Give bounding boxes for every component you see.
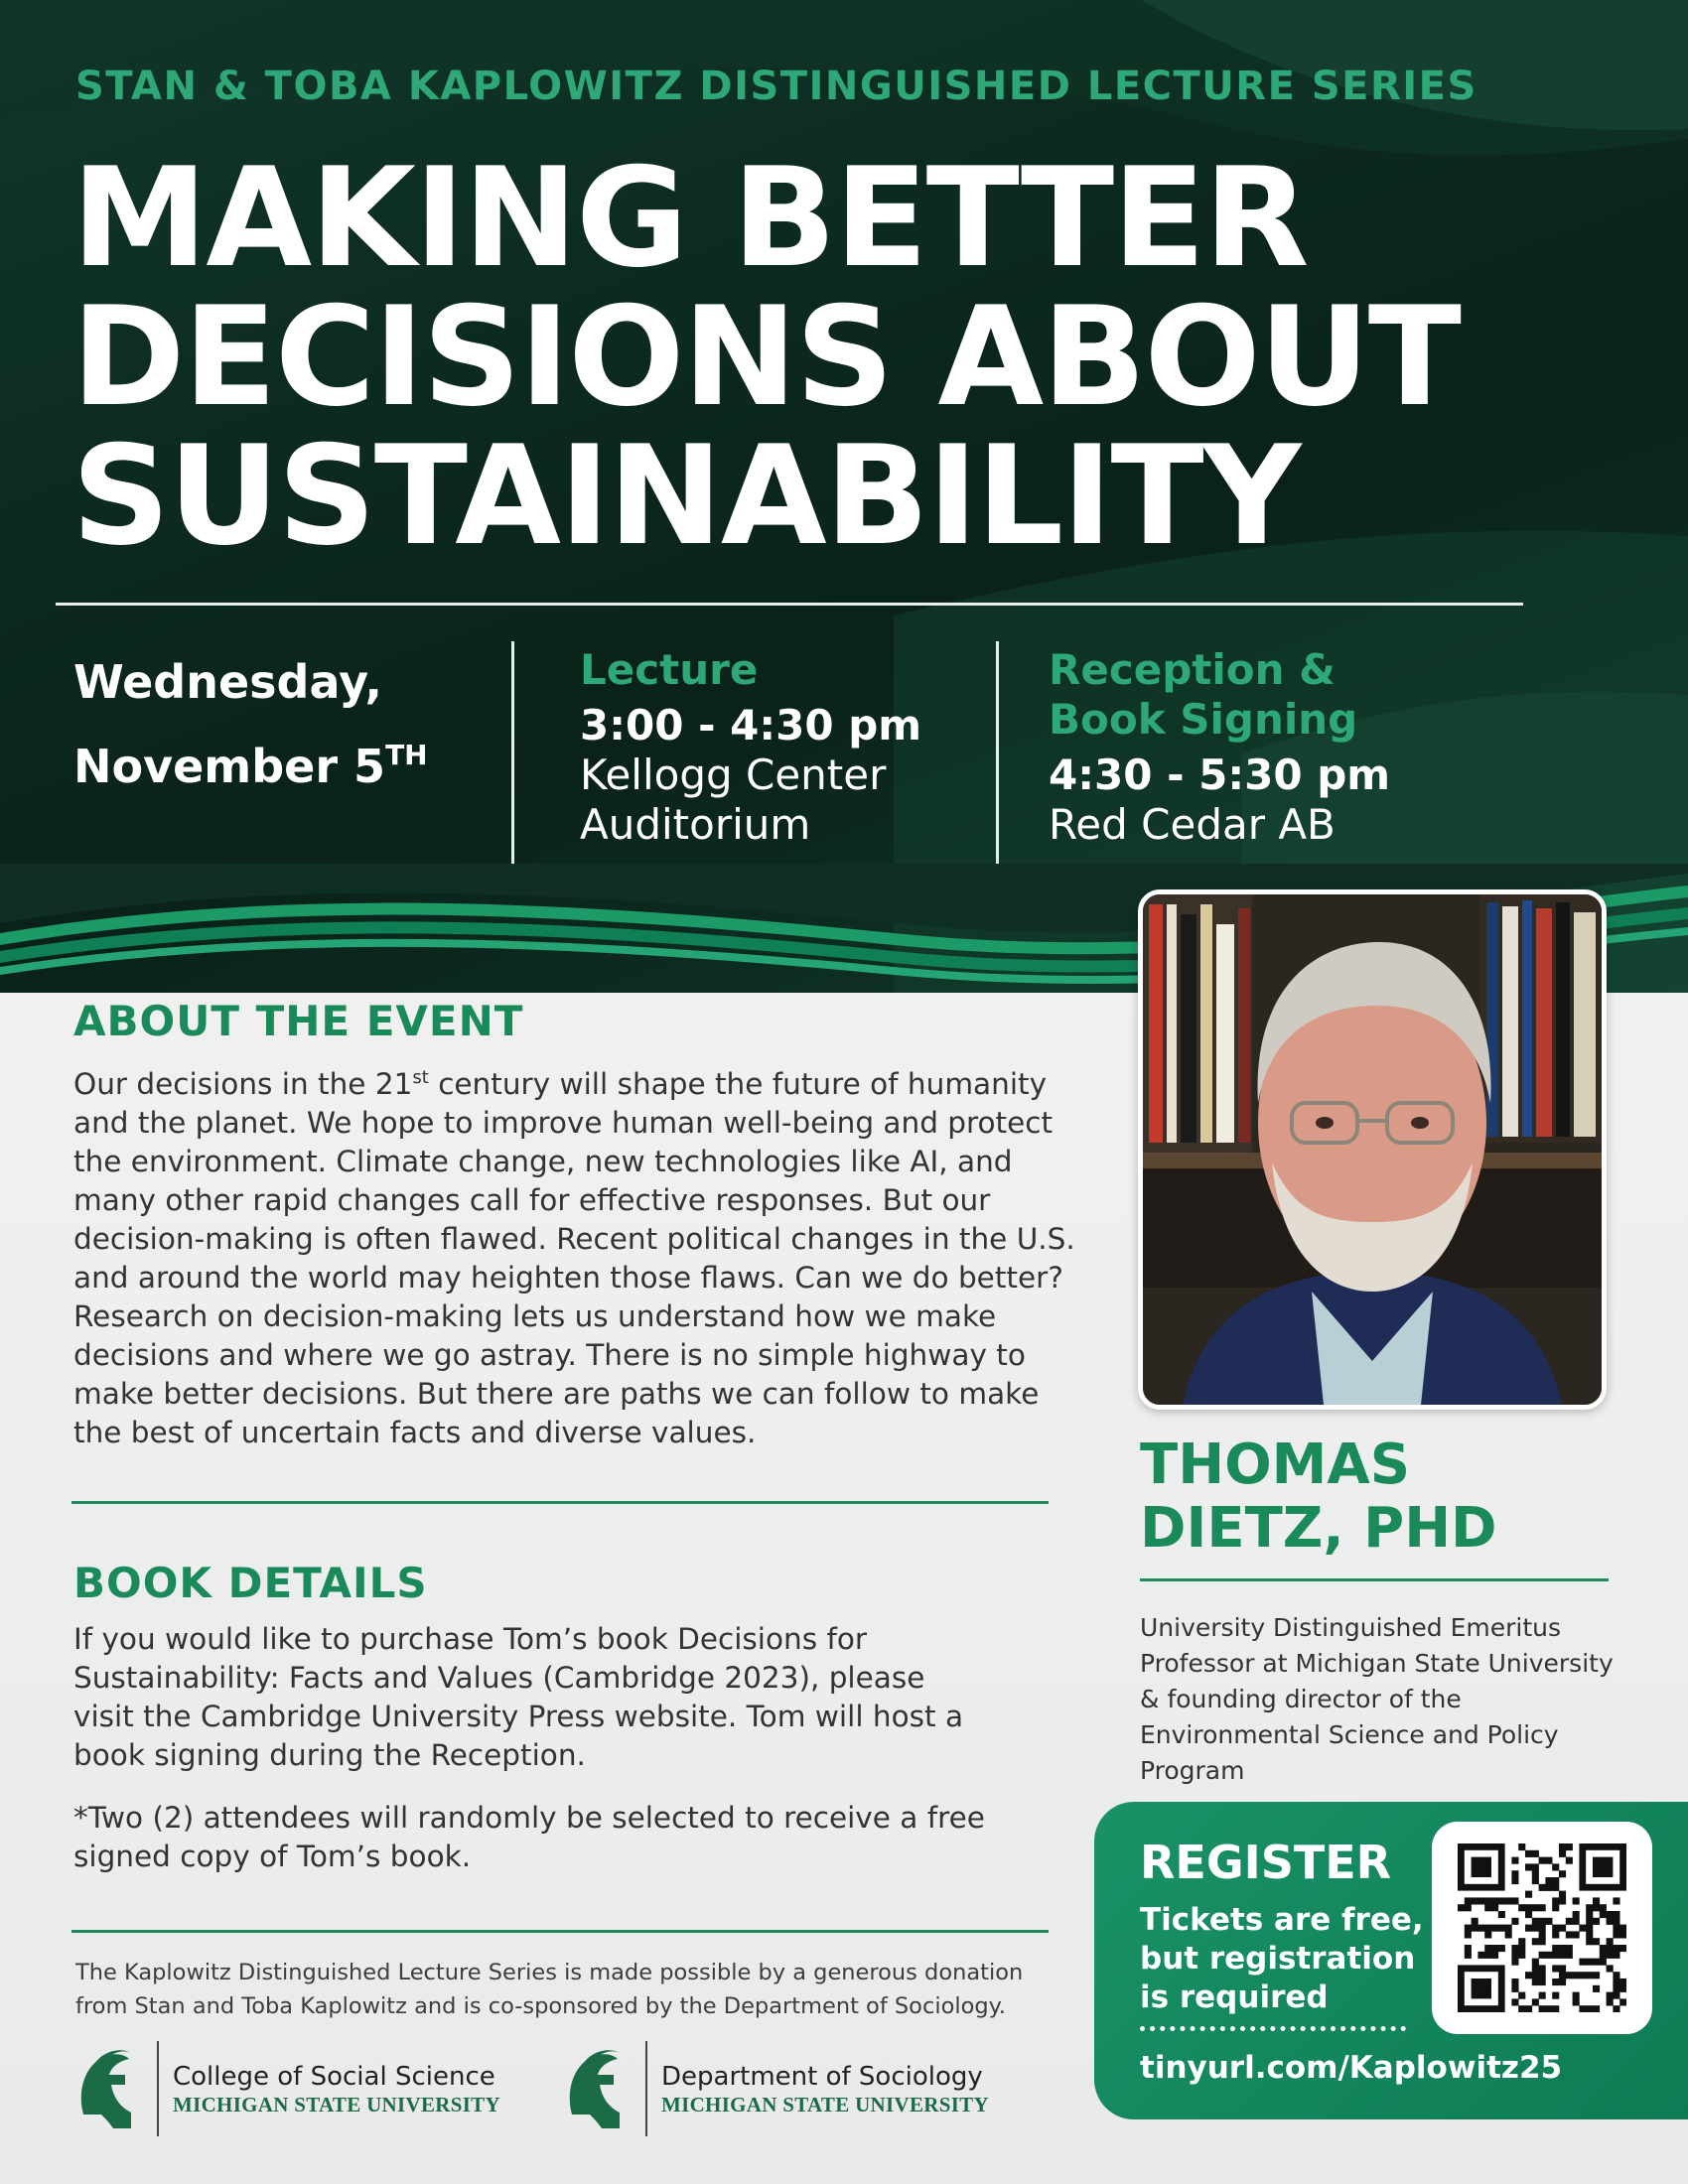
reception-location: Red Cedar AB xyxy=(1049,800,1336,849)
logo-unit-name: College of Social Science xyxy=(173,2061,495,2092)
footer-divider xyxy=(71,1930,1049,1933)
speaker-name-line: THOMAS xyxy=(1140,1433,1411,1497)
event-title-line: MAKING BETTER xyxy=(71,138,1308,298)
logo-text xyxy=(173,2061,500,2117)
sponsor-credit: The Kaplowitz Distinguished Lecture Series is made possible by a generous donation from Stan and Toba Kaplowitz and is co-sponsored by the Department of Sociology. xyxy=(75,1960,1024,2019)
dotted-divider xyxy=(1140,2026,1406,2031)
lecture-series-name: STAN & TOBA KAPLOWITZ DISTINGUISHED LECTURE SERIES xyxy=(75,64,1477,109)
event-title-line: DECISIONS ABOUT xyxy=(71,277,1460,437)
about-text-sup: st xyxy=(412,1067,429,1088)
section-divider xyxy=(71,1501,1049,1504)
speaker-name xyxy=(1140,1433,1497,1561)
date-suffix: TH xyxy=(385,739,428,771)
logo-unit-name: Department of Sociology xyxy=(661,2061,983,2092)
lecture-time: 3:00 - 4:30 pm xyxy=(580,701,922,750)
header-banner xyxy=(0,0,1688,993)
register-panel[interactable] xyxy=(1094,1802,1688,2119)
about-text-rest: century will shape the future of humanity and the planet. We hope to improve human well-being and protect the environment. Climate change, new technologies like AI, and many other rapid changes call for effective responses. But our decision-making is often flawed. Recent political changes in the U.S. and around the world may heighten those flaws. Can we do better? Research on decision-making lets us understand how we make decisions and where we go astray. There is no simple highway to make better decisions. But there are paths we can follow to make the best of uncertain facts and diverse values. xyxy=(73,1066,1075,1449)
qr-code-icon xyxy=(1458,1843,1626,2012)
logo-text xyxy=(661,2061,989,2117)
lecture-heading: Lecture xyxy=(580,645,759,694)
date-weekday: Wednesday, xyxy=(73,655,382,709)
about-text xyxy=(73,1058,1076,1452)
event-title xyxy=(71,138,1620,576)
lecture-location-line2: Auditorium xyxy=(580,800,811,849)
column-divider xyxy=(511,641,514,866)
event-date xyxy=(73,645,428,803)
logo-college-social-science[interactable] xyxy=(73,2041,500,2136)
lecture-location: Kellogg Center xyxy=(580,751,887,799)
speaker-photo xyxy=(1138,889,1607,1410)
reception-time: 4:30 - 5:30 pm xyxy=(1049,751,1391,799)
speaker-portrait-image xyxy=(1143,894,1602,1405)
date-day xyxy=(73,719,428,803)
speaker-divider xyxy=(1140,1578,1609,1581)
about-text-start: Our decisions in the 21 xyxy=(73,1066,413,1101)
logo-university-name: MICHIGAN STATE UNIVERSITY xyxy=(661,2092,989,2116)
speaker-name-line: DIETZ, PHD xyxy=(1140,1496,1497,1561)
spartan-helmet-icon xyxy=(562,2045,624,2132)
logo-university-name: MICHIGAN STATE UNIVERSITY xyxy=(173,2092,500,2116)
reception-info xyxy=(1049,645,1390,850)
register-text: Tickets are free, but registration is required xyxy=(1140,1902,1424,2015)
about-heading: ABOUT THE EVENT xyxy=(73,997,524,1045)
book-heading: BOOK DETAILS xyxy=(73,1559,428,1607)
giveaway-text: *Two (2) attendees will randomly be selected to receive a free signed copy of Tom’s book. xyxy=(73,1801,985,1873)
header-divider xyxy=(56,603,1523,606)
reception-heading: Reception & xyxy=(1049,645,1336,694)
register-heading: REGISTER xyxy=(1140,1836,1392,1889)
book-text: If you would like to purchase Tom’s book Decisions for Sustainability: Facts and Values (Cambridge 2023), please visit the Cambridge University Press website. Tom will host a book signing during the Reception. xyxy=(73,1622,964,1772)
qr-code[interactable] xyxy=(1432,1822,1652,2034)
logo-divider xyxy=(645,2041,647,2136)
logo-divider xyxy=(157,2041,159,2136)
date-month-day: November 5 xyxy=(73,740,386,793)
speaker-bio: University Distinguished Emeritus Professor at Michigan State University & founding director of the Environmental Science and Policy Program xyxy=(1140,1613,1614,1785)
register-link[interactable]: tinyurl.com/Kaplowitz25 xyxy=(1140,2050,1563,2086)
column-divider xyxy=(996,641,999,866)
spartan-helmet-icon xyxy=(73,2045,135,2132)
logo-department-sociology[interactable] xyxy=(562,2041,989,2136)
event-title-line: SUSTAINABILITY xyxy=(71,416,1300,576)
lecture-info xyxy=(580,645,921,850)
reception-heading-line2: Book Signing xyxy=(1049,695,1358,744)
